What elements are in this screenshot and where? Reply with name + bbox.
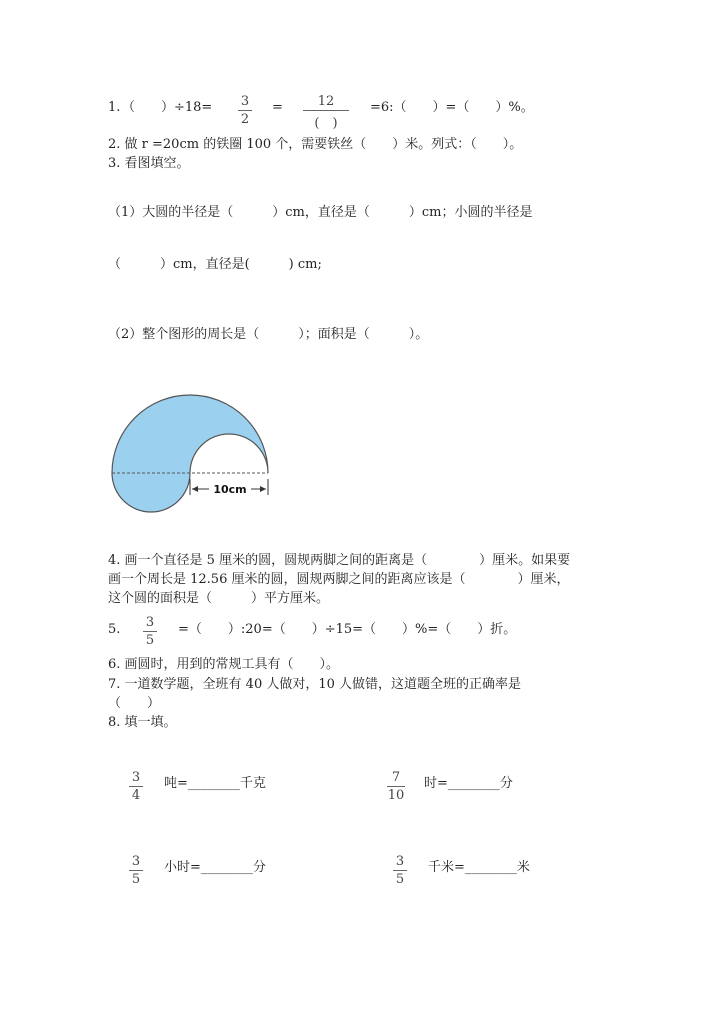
q8-item1-num: 3 (131, 770, 141, 785)
q8-item4-num: 3 (395, 854, 405, 869)
q1-number: 1. (108, 100, 121, 115)
q8-item1-fraction (129, 770, 143, 803)
q1-frac1-den: 2 (240, 112, 250, 127)
q8-item3-den: 5 (131, 872, 141, 887)
q8-item4-den: 5 (395, 872, 405, 887)
q4-line3: 这个圆的面积是（ ）平方厘米。 (108, 591, 330, 606)
q8-item3-fraction (129, 854, 143, 887)
q8-item4-text: 千米=________米 (428, 860, 530, 875)
q8-item2-fraction (387, 770, 405, 803)
q1-frac1-num: 3 (240, 94, 250, 109)
q7-line2: （ ） (108, 696, 161, 711)
q8-item1-den: 4 (131, 788, 141, 803)
q5-fraction (143, 615, 157, 648)
q3-line1: （1）大圆的半径是（ ）cm，直径是（ ）cm；小圆的半径是 (108, 205, 533, 220)
q5-frac-num: 3 (145, 615, 155, 630)
q5-number: 5. (108, 622, 121, 637)
q8-item3-num: 3 (131, 854, 141, 869)
q8-item2-den: 10 (387, 788, 405, 803)
q1-frac2-num: 12 (317, 94, 335, 109)
q7-line1: 7. 一道数学题，全班有 40 人做对，10 人做错，这道题全班的正确率是 (108, 677, 522, 692)
dimension-arrow-left (192, 486, 198, 492)
q4-line1: 4. 画一个直径是 5 厘米的圆，圆规两脚之间的距离是（ ）厘米。如果要 (108, 553, 571, 568)
q1-frac2-den: ( ) (314, 116, 338, 131)
q2-text: 2. 做 r =20cm 的铁圈 100 个，需要铁丝（ ）米。列式：（ ）。 (108, 137, 523, 152)
q5-frac-den: 5 (145, 633, 155, 648)
q3-figure-svg (108, 393, 272, 515)
q8-item2-text: 时=________分 (424, 776, 513, 791)
q3-figure (108, 393, 272, 515)
q3-title: 3. 看图填空。 (108, 156, 190, 171)
q8-item2-num: 7 (391, 770, 401, 785)
dimension-arrow-right (260, 486, 266, 492)
q6-text: 6. 画圆时，用到的常规工具有（ ）。 (108, 657, 340, 672)
q8-item4-fraction (393, 854, 407, 887)
q1-equals: = (272, 100, 283, 115)
q3-line3: （2）整个图形的周长是（ ）；面积是（ ）。 (108, 327, 429, 342)
q1-part-a: （ ）÷18= (122, 100, 213, 115)
q8-item1-text: 吨=________千克 (164, 776, 266, 791)
q8-title: 8. 填一填。 (108, 715, 177, 730)
q4-line2: 画一个周长是 12.56 厘米的圆，圆规两脚之间的距离应该是（ ）厘米， (108, 572, 570, 587)
dimension-label: 10cm (213, 483, 247, 496)
q8-item3-text: 小时=________分 (164, 860, 266, 875)
q1-part-b: =6:（ ）=（ ）%。 (370, 100, 534, 115)
q1-fraction-1 (238, 94, 252, 127)
q5-rest: =（ ）:20=（ ）÷15=（ ）%=（ ）折。 (178, 622, 517, 637)
q3-line2: （ ）cm，直径是( ) cm; (108, 257, 322, 272)
q1-fraction-2 (303, 94, 349, 131)
